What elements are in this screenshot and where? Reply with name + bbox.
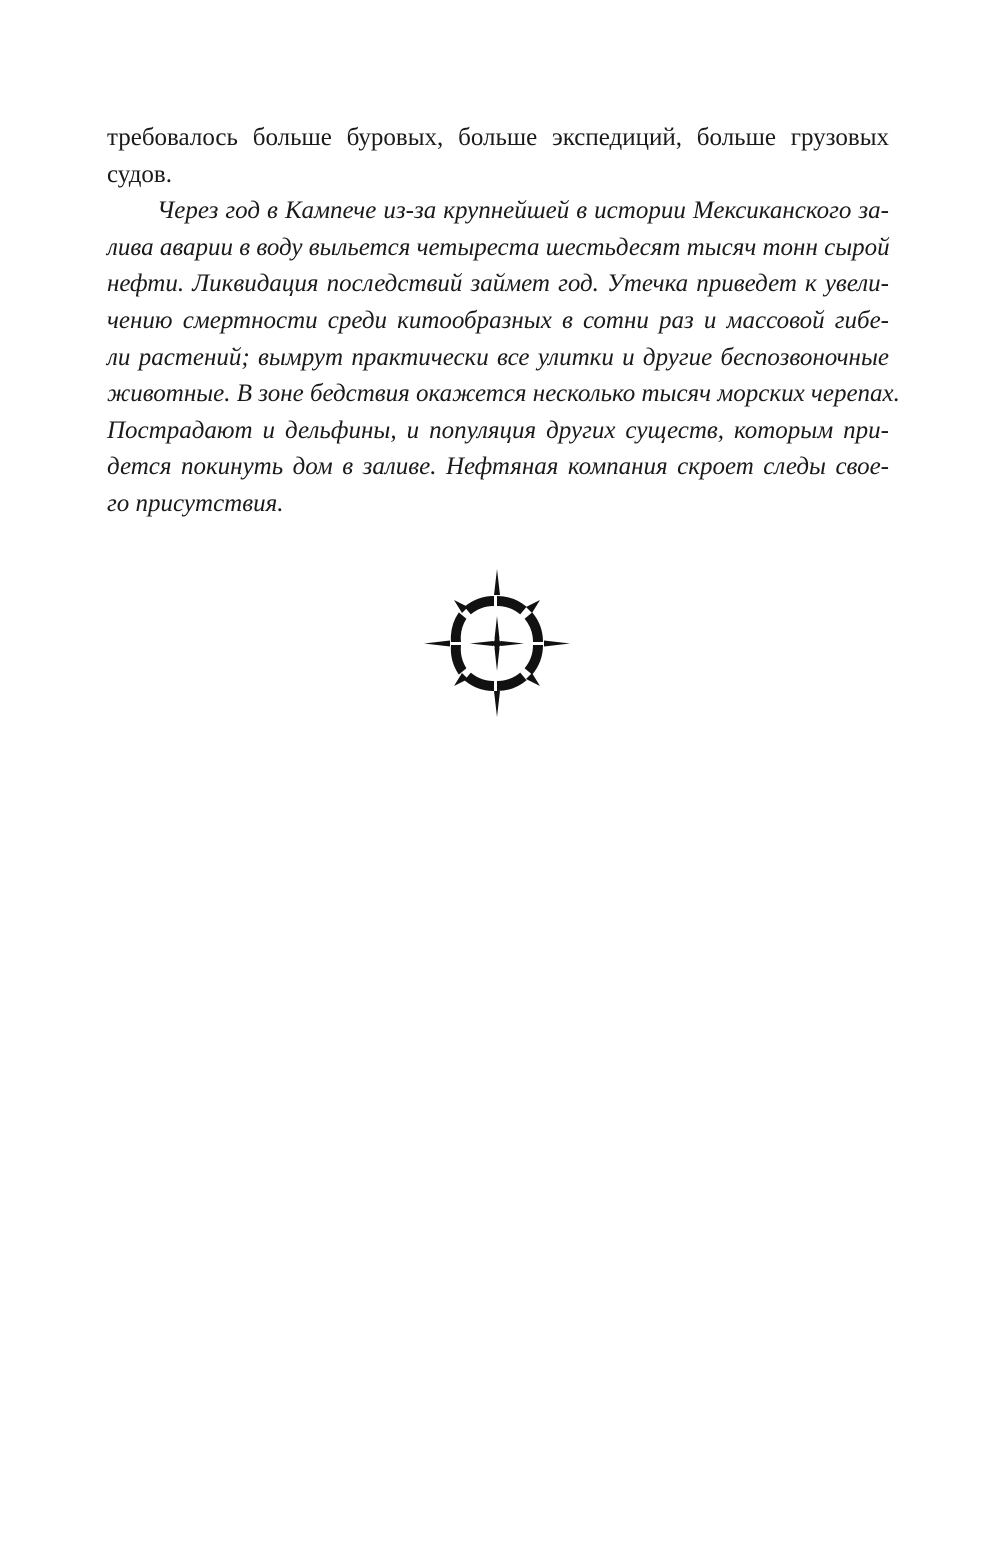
text-line: требовалось больше буровых, больше экспедиций, больше грузовых <box>107 124 889 151</box>
text-line: судов. <box>107 160 172 188</box>
text-line: чению смертности среди китообразных в сотни раз и массовой гибе- <box>107 306 889 334</box>
text-line: нефти. Ликвидация последствий займет год. Утечка приведет к увели- <box>107 270 889 298</box>
text-line: Через год в Кампече из-за крупнейшей в истории Мексиканского за- <box>157 197 889 225</box>
paragraph-italic <box>107 193 900 522</box>
text-line: лива аварии в воду выльется четыреста шестьдесят тысяч тонн сырой <box>107 233 890 261</box>
text-line: Пострадают и дельфины, и популяция других существ, которым при- <box>107 416 889 444</box>
text-line: дется покинуть дом в заливе. Нефтяная компания скроет следы свое- <box>107 453 889 481</box>
paragraph-regular <box>107 120 889 193</box>
text-line: ли растений; вымрут практически все улитки и другие беспозвоночные <box>107 343 889 371</box>
text-line: го присутствия. <box>107 489 284 517</box>
compass-rose-icon <box>424 569 570 717</box>
body-text <box>107 120 900 523</box>
text-line: животные. В зоне бедствия окажется несколько тысяч морских черепах. <box>107 380 900 408</box>
